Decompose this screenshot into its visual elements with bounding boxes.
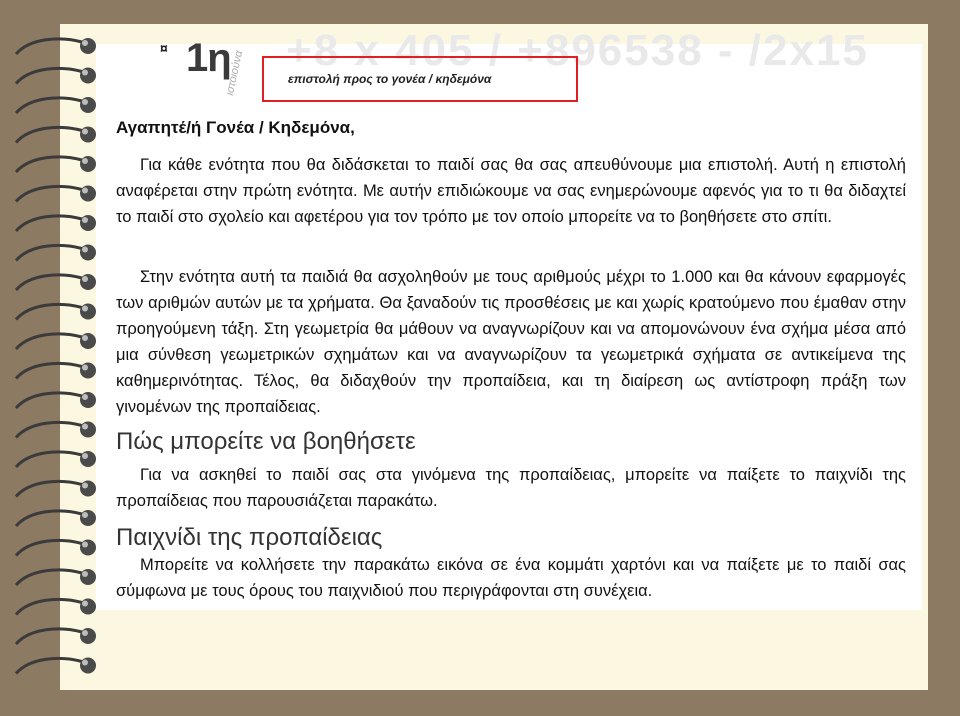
spiral-binding [10, 30, 106, 690]
greeting: Αγαπητέ/ή Γονέα / Κηδεμόνα, [116, 118, 355, 137]
paragraph-2: Στην ενότητα αυτή τα παιδιά θα ασχοληθούν με τους αριθμούς μέχρι το 1.000 και θα κάνουν εφαρμογές των αριθμών αυτών με τα χρήματα. Θα ξαναδούν τις προσθέσεις με και χωρίς κρατούμενο που έμαθαν στην προηγούμενη τάξη. Στη γεωμετρία θα μάθουν να αναγνωρίζουν και να απομονώνουν ένα σχήμα μέσα από μια σύνθεση γεωμετρικών σχημάτων και να αναγνωρίζουν τα γεωμετρικά σχήματα σε αντικείμενα της καθημερινότητας. Τέλος, θα διδαχθούν την προπαίδεια, και τη διαίρεση ως αντίστροφη πράξη των γινομένων της προπαίδειας. [116, 268, 906, 416]
spiral-ring [16, 127, 96, 143]
spiral-ring [16, 599, 96, 615]
spiral-ring [16, 540, 96, 556]
help-heading: Πώς μπορείτε να βοηθήσετε [116, 428, 416, 455]
paragraph-1: Για κάθε ενότητα που θα διδάσκεται το παιδί σας θα σας απευθύνουμε μια επιστολή. Αυτή η επιστολή αναφέρεται στην πρώτη ενότητα. Με αυτήν επιδιώκουμε να σας ενημερώνουμε αφενός για το τι θα διδαχτεί το παιδί στο σχολείο και αφετέρου για τον τρόπο με τον οποίο μπορείτε να το βοηθήσετε στο σπίτι. [116, 156, 906, 226]
spiral-ring [16, 304, 96, 320]
spiral-ring [16, 68, 96, 84]
spiral-ring [16, 333, 96, 349]
spiral-ring [16, 451, 96, 467]
side-word: ιστοιούνα [224, 49, 246, 97]
spiral-ring [16, 510, 96, 526]
spiral-ring [16, 481, 96, 497]
spiral-ring [16, 186, 96, 202]
spiral-ring [16, 156, 96, 172]
header-highlight-box [262, 56, 578, 102]
spiral-ring [16, 569, 96, 585]
spiral-ring [16, 97, 96, 113]
lesson-mark: ¤ [160, 40, 168, 56]
header-label: επιστολή προς το γονέα / κηδεμόνα [288, 72, 492, 86]
game-text: Μπορείτε να κολλήσετε την παρακάτω εικόνα σε ένα κομμάτι χαρτόνι και να παίξετε με το παιδί σας σύμφωνα με τους όρους του παιχνιδιού που περιγράφονται στη συνέχεια. [116, 556, 906, 600]
spiral-ring [16, 274, 96, 290]
spiral-ring [16, 658, 96, 674]
spiral-ring [16, 38, 96, 54]
lesson-number: 1η [186, 36, 231, 80]
spiral-ring [16, 245, 96, 261]
watermark-text: +8 x 405 / +896538 - /2x15 [286, 26, 869, 75]
game-heading: Παιχνίδι της προπαίδειας [116, 524, 383, 551]
help-text: Για να ασκηθεί το παιδί σας στα γινόμενα της προπαίδειας, μπορείτε να παίξετε το παιχνίδι της προπαίδειας που παρουσιάζεται παρακάτω. [116, 466, 906, 510]
spiral-ring [16, 422, 96, 438]
spiral-ring [16, 392, 96, 408]
spiral-ring [16, 628, 96, 644]
spiral-ring [16, 215, 96, 231]
spiral-ring [16, 363, 96, 379]
